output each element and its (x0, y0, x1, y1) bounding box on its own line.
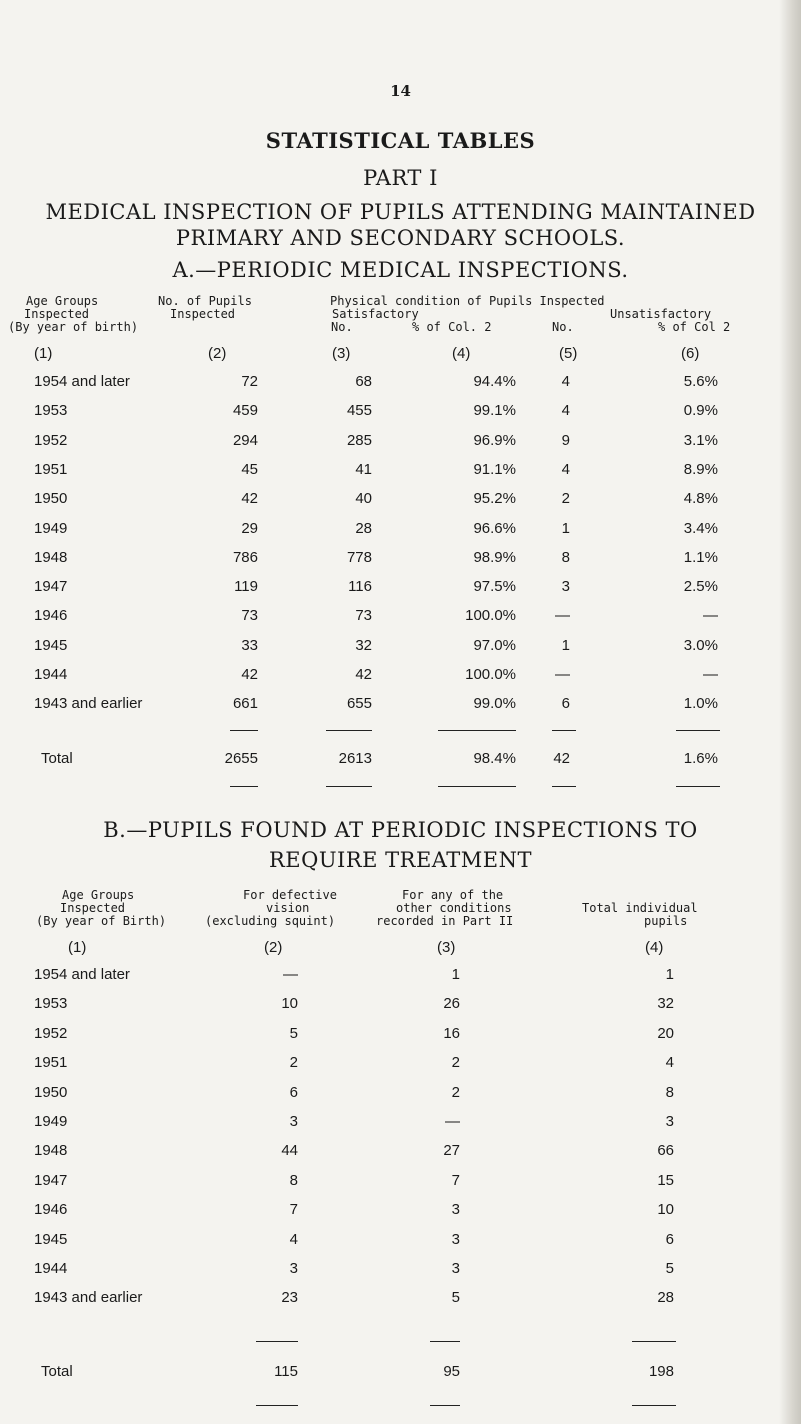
cell-age-group: 1949 (34, 1113, 68, 1130)
header-physical-condition: Physical condition of Pupils Inspected (330, 294, 605, 308)
cell-defective-vision: 4 (289, 1230, 298, 1248)
cell-defective-vision: 2 (289, 1054, 298, 1072)
cell-satisfactory-pct: 98.4% (473, 750, 516, 767)
cell-inspected: 42 (241, 490, 258, 508)
header-b-other-2: other conditions (396, 901, 512, 915)
rule (438, 786, 516, 787)
cell-defective-vision: 10 (281, 995, 298, 1013)
cell-inspected: 29 (241, 519, 258, 537)
cell-other-conditions: 3 (451, 1260, 460, 1277)
cell-defective-vision: 3 (289, 1260, 298, 1277)
cell-inspected: 2655 (224, 750, 258, 767)
cell-unsatisfactory-no: 4 (561, 460, 570, 478)
cell-unsatisfactory-no: 9 (561, 431, 570, 449)
rule (552, 786, 576, 787)
header-no-3: No. (331, 320, 353, 334)
cell-satisfactory-pct: 94.4% (473, 373, 516, 390)
cell-other-conditions: 7 (451, 1171, 460, 1189)
cell-unsatisfactory-pct: 1.1% (683, 548, 718, 566)
cell-inspected: 45 (241, 460, 258, 478)
cell-age-group: 1945 (34, 1230, 68, 1248)
cell-total-pupils: 20 (657, 1024, 674, 1042)
rule (326, 786, 372, 787)
cell-satisfactory-no: 455 (346, 402, 372, 420)
cell-unsatisfactory-no: 3 (561, 578, 570, 596)
rule (230, 786, 258, 787)
cell-unsatisfactory-pct: 8.9% (683, 460, 718, 478)
header-pct-6: % of Col 2 (658, 320, 731, 334)
cell-satisfactory-no: 32 (355, 636, 372, 654)
colnum-b-4: (4) (645, 939, 664, 956)
total-row (0, 1363, 801, 1397)
cell-total-pupils: 10 (657, 1201, 674, 1219)
cell-unsatisfactory-no: 2 (561, 490, 570, 508)
part-label: PART I (363, 166, 438, 190)
cell-total-pupils: 32 (657, 995, 674, 1013)
cell-age-group: 1946 (34, 607, 68, 625)
header-no-5: No. (552, 320, 574, 334)
cell-defective-vision: 6 (289, 1083, 298, 1101)
cell-satisfactory-pct: 95.2% (473, 490, 516, 508)
cell-unsatisfactory-pct: 1.6% (683, 750, 718, 767)
header-no-pupils: No. of Pupils (158, 294, 252, 308)
cell-satisfactory-no: 41 (355, 460, 372, 478)
cell-other-conditions: 26 (443, 995, 460, 1013)
cell-age-group: 1953 (34, 402, 68, 420)
cell-unsatisfactory-pct: 3.1% (683, 431, 718, 449)
cell-age-group: 1953 (34, 995, 68, 1013)
page-number: 14 (390, 82, 411, 100)
cell-defective-vision: 5 (289, 1024, 298, 1042)
cell-total-pupils: 28 (657, 1289, 674, 1307)
cell-age-group: 1951 (34, 460, 68, 478)
cell-age-group: 1950 (34, 1083, 68, 1101)
rule (256, 1405, 298, 1406)
cell-age-group: 1952 (34, 431, 68, 449)
cell-satisfactory-no: 28 (355, 519, 372, 537)
cell-satisfactory-pct: 100.0% (465, 607, 516, 625)
cell-defective-vision: 8 (289, 1171, 298, 1189)
header-satisfactory: Satisfactory (332, 307, 419, 321)
cell-satisfactory-pct: 98.9% (473, 548, 516, 566)
cell-other-conditions: 95 (443, 1363, 460, 1380)
header-b-by-year: (By year of Birth) (36, 914, 167, 928)
cell-age-group: 1950 (34, 490, 68, 508)
cell-age-group: 1944 (34, 666, 68, 683)
cell-total-pupils: 1 (665, 966, 674, 983)
cell-satisfactory-no: 73 (355, 607, 372, 625)
table-row (0, 695, 801, 729)
cell-inspected: 661 (232, 695, 258, 713)
cell-total-pupils: 5 (665, 1260, 674, 1277)
cell-inspected: 786 (232, 548, 258, 566)
cell-satisfactory-no: 778 (346, 548, 372, 566)
cell-unsatisfactory-no: 1 (561, 636, 570, 654)
colnum-4: (4) (452, 345, 471, 362)
cell-unsatisfactory-pct: 0.9% (683, 402, 718, 420)
cell-age-group: 1943 and earlier (34, 1289, 143, 1307)
cell-unsatisfactory-no: 42 (553, 750, 570, 767)
cell-satisfactory-pct: 96.9% (473, 431, 516, 449)
cell-age-group: 1954 and later (34, 966, 130, 983)
header-b-defective-vision-1: For defective (243, 888, 337, 902)
cell-satisfactory-pct: 100.0% (465, 666, 516, 683)
cell-age-group: 1952 (34, 1024, 68, 1042)
cell-unsatisfactory-no: 4 (561, 373, 570, 390)
cell-age-group: 1947 (34, 1171, 68, 1189)
cell-age-group: 1951 (34, 1054, 68, 1072)
cell-inspected: 294 (232, 431, 258, 449)
cell-defective-vision: 115 (274, 1363, 298, 1380)
header-b-total-2: pupils (644, 914, 688, 928)
cell-inspected: 119 (234, 578, 258, 596)
cell-other-conditions: — (445, 1113, 460, 1130)
cell-satisfactory-no: 42 (355, 666, 372, 683)
cell-unsatisfactory-pct: 1.0% (683, 695, 718, 713)
cell-total-pupils: 3 (665, 1113, 674, 1130)
cell-total-pupils: 66 (657, 1142, 674, 1160)
cell-satisfactory-pct: 91.1% (473, 460, 516, 478)
cell-inspected: 459 (232, 402, 258, 420)
rule (632, 1405, 676, 1406)
cell-age-group: 1945 (34, 636, 68, 654)
table-row (0, 1289, 801, 1323)
cell-inspected: 33 (241, 636, 258, 654)
cell-other-conditions: 2 (451, 1083, 460, 1101)
cell-satisfactory-no: 655 (346, 695, 372, 713)
cell-satisfactory-no: 2613 (338, 750, 372, 767)
colnum-b-1: (1) (68, 939, 87, 956)
header-b-defective-vision-2: vision (266, 901, 310, 915)
rule (676, 786, 720, 787)
colnum-5: (5) (559, 345, 578, 362)
rule (256, 1341, 298, 1342)
cell-satisfactory-no: 68 (355, 373, 372, 390)
section-b-heading-1: B.—PUPILS FOUND AT PERIODIC INSPECTIONS TO (103, 818, 698, 842)
cell-total-pupils: 15 (657, 1171, 674, 1189)
cell-inspected: 72 (241, 373, 258, 390)
rule (430, 1341, 460, 1342)
cell-unsatisfactory-pct: 3.0% (683, 636, 718, 654)
cell-satisfactory-no: 116 (348, 578, 372, 596)
header-b-other-1: For any of the (402, 888, 504, 902)
cell-other-conditions: 3 (451, 1230, 460, 1248)
cell-unsatisfactory-pct: 5.6% (683, 373, 718, 390)
header-unsatisfactory: Unsatisfactory (610, 307, 712, 321)
rule (552, 730, 576, 731)
cell-unsatisfactory-no: 1 (561, 519, 570, 537)
cell-unsatisfactory-no: 4 (561, 402, 570, 420)
cell-age-group: 1954 and later (34, 373, 130, 390)
header-age-groups: Age Groups (26, 294, 99, 308)
cell-age-group: 1948 (34, 548, 68, 566)
colnum-2: (2) (208, 345, 227, 362)
header-no-pupils-inspected: Inspected (170, 307, 236, 321)
cell-age-group: 1947 (34, 578, 68, 596)
cell-satisfactory-no: 285 (346, 431, 372, 449)
rule (676, 730, 720, 731)
cell-age-group: 1948 (34, 1142, 68, 1160)
cell-age-group: 1943 and earlier (34, 695, 143, 713)
header-inspected: Inspected (24, 307, 90, 321)
rule (230, 730, 258, 731)
rule (438, 730, 516, 731)
section-a-heading: A.—PERIODIC MEDICAL INSPECTIONS. (172, 258, 629, 282)
cell-total-pupils: 8 (665, 1083, 674, 1101)
cell-other-conditions: 16 (443, 1024, 460, 1042)
cell-defective-vision: 23 (281, 1289, 298, 1307)
cell-satisfactory-pct: 99.1% (473, 402, 516, 420)
section-b-heading-2: REQUIRE TREATMENT (268, 848, 533, 872)
cell-other-conditions: 3 (451, 1201, 460, 1219)
cell-defective-vision: 7 (289, 1201, 298, 1219)
cell-defective-vision: 3 (289, 1113, 298, 1130)
header-by-year: (By year of birth) (8, 320, 139, 334)
cell-age-group: 1949 (34, 519, 68, 537)
colnum-b-3: (3) (437, 939, 456, 956)
cell-defective-vision: 44 (281, 1142, 298, 1160)
cell-satisfactory-pct: 97.5% (473, 578, 516, 596)
header-b-other-3: recorded in Part II (376, 914, 514, 928)
cell-unsatisfactory-pct: 4.8% (683, 490, 718, 508)
total-row (0, 750, 801, 784)
colnum-1: (1) (34, 345, 53, 362)
cell-total-label: Total (41, 750, 73, 767)
cell-unsatisfactory-pct: — (703, 607, 718, 625)
cell-other-conditions: 2 (451, 1054, 460, 1072)
cell-unsatisfactory-no: — (555, 666, 570, 683)
cell-other-conditions: 27 (443, 1142, 460, 1160)
cell-unsatisfactory-pct: 2.5% (683, 578, 718, 596)
cell-unsatisfactory-no: 8 (561, 548, 570, 566)
cell-total-pupils: 4 (665, 1054, 674, 1072)
cell-inspected: 73 (241, 607, 258, 625)
header-b-inspected: Inspected (60, 901, 126, 915)
rule (326, 730, 372, 731)
cell-total-pupils: 6 (665, 1230, 674, 1248)
cell-total-label: Total (41, 1363, 73, 1380)
cell-inspected: 42 (241, 666, 258, 683)
cell-age-group: 1946 (34, 1201, 68, 1219)
header-b-total-1: Total individual (582, 901, 698, 915)
rule (632, 1341, 676, 1342)
heading-line-1: MEDICAL INSPECTION OF PUPILS ATTENDING MAINTAINED (45, 200, 756, 224)
page-edge-shadow (779, 0, 801, 1424)
cell-satisfactory-no: 40 (355, 490, 372, 508)
colnum-6: (6) (681, 345, 700, 362)
header-pct-4: % of Col. 2 (412, 320, 492, 334)
heading-line-2: PRIMARY AND SECONDARY SCHOOLS. (175, 226, 626, 250)
document-title: STATISTICAL TABLES (265, 128, 536, 153)
cell-satisfactory-pct: 97.0% (473, 636, 516, 654)
rule (430, 1405, 460, 1406)
header-b-defective-vision-3: (excluding squint) (205, 914, 336, 928)
header-b-age-groups: Age Groups (62, 888, 135, 902)
cell-other-conditions: 1 (451, 966, 460, 983)
cell-other-conditions: 5 (451, 1289, 460, 1307)
cell-total-pupils: 198 (648, 1363, 674, 1380)
colnum-3: (3) (332, 345, 351, 362)
colnum-b-2: (2) (264, 939, 283, 956)
cell-satisfactory-pct: 96.6% (473, 519, 516, 537)
cell-unsatisfactory-pct: — (703, 666, 718, 683)
cell-defective-vision: — (283, 966, 298, 983)
cell-unsatisfactory-no: 6 (561, 695, 570, 713)
cell-unsatisfactory-pct: 3.4% (683, 519, 718, 537)
cell-unsatisfactory-no: — (555, 607, 570, 625)
cell-age-group: 1944 (34, 1260, 68, 1277)
cell-satisfactory-pct: 99.0% (473, 695, 516, 713)
